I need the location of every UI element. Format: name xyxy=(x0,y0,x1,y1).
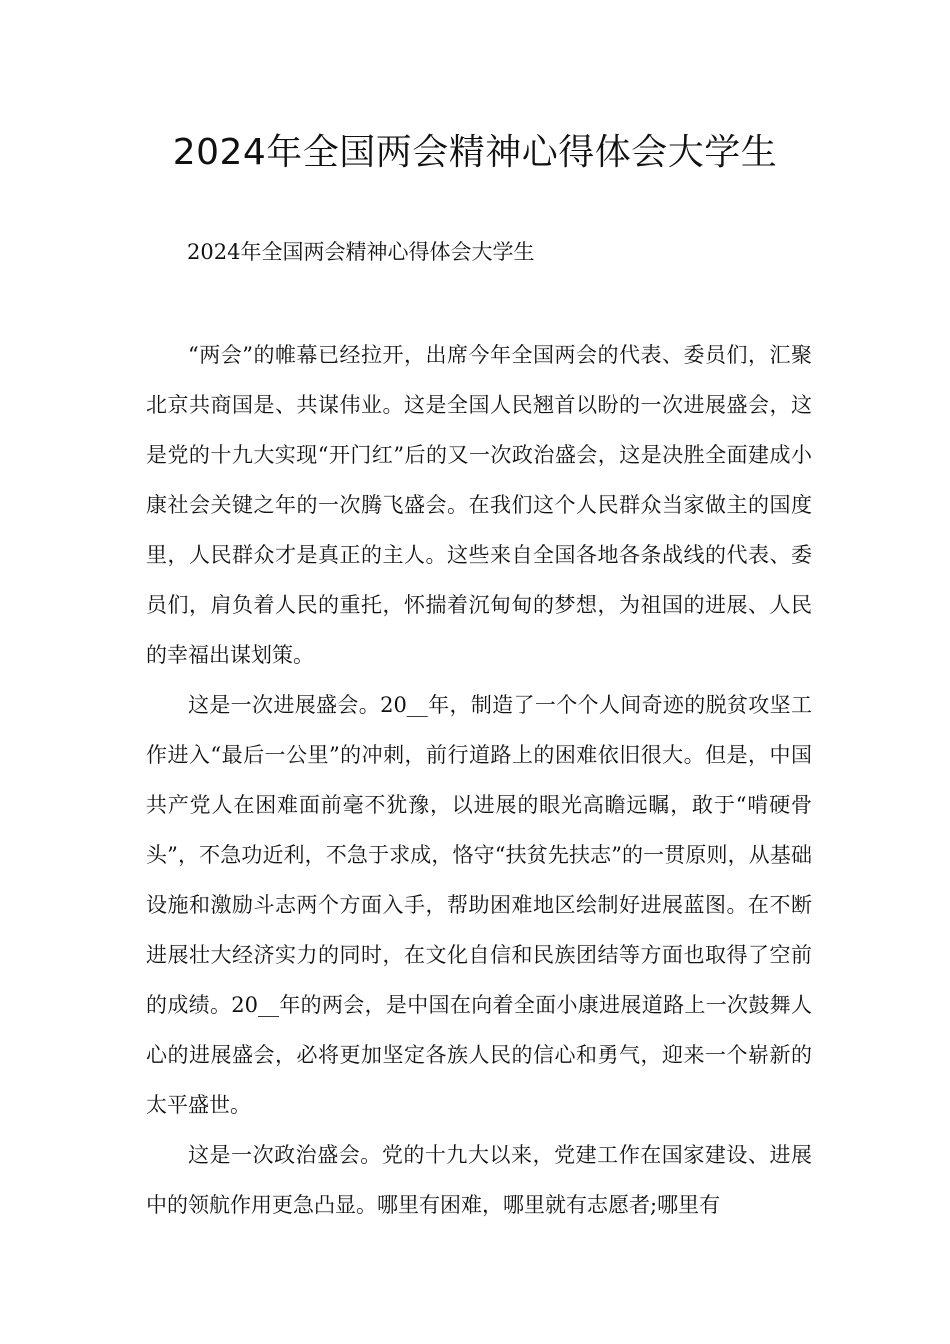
document-body xyxy=(146,330,812,1230)
paragraph-1: “两会”的帷幕已经拉开，出席今年全国两会的代表、委员们，汇聚北京共商国是、共谋伟业。这是全国人民翘首以盼的一次进展盛会，这是党的十九大实现“开门红”后的又一次政治盛会，这是决胜全面建成小康社会关键之年的一次腾飞盛会。在我们这个人民群众当家做主的国度里，人民群众才是真正的主人。这些来自全国各地各条战线的代表、委员们，肩负着人民的重托，怀揣着沉甸甸的梦想，为祖国的进展、人民的幸福出谋划策。 xyxy=(146,343,812,667)
paragraph-3: 这是一次政治盛会。党的十九大以来，党建工作在国家建设、进展中的领航作用更急凸显。哪里有困难，哪里就有志愿者;哪里有 xyxy=(146,1143,812,1217)
paragraph-2: 这是一次进展盛会。20__年，制造了一个个人间奇迹的脱贫攻坚工作进入“最后一公里”的冲刺，前行道路上的困难依旧很大。但是，中国共产党人在困难面前毫不犹豫，以进展的眼光高瞻远瞩，敢于“啃硬骨头”，不急功近利，不急于求成，恪守“扶贫先扶志”的一贯原则，从基础设施和激励斗志两个方面入手，帮助困难地区绘制好进展蓝图。在不断进展壮大经济实力的同时，在文化自信和民族团结等方面也取得了空前的成绩。20__年的两会，是中国在向着全面小康进展道路上一次鼓舞人心的进展盛会，必将更加坚定各族人民的信心和勇气，迎来一个崭新的太平盛世。 xyxy=(146,693,812,1117)
document-subtitle: 2024年全国两会精神心得体会大学生 xyxy=(187,240,535,264)
document-title: 2024年全国两会精神心得体会大学生 xyxy=(172,132,778,173)
